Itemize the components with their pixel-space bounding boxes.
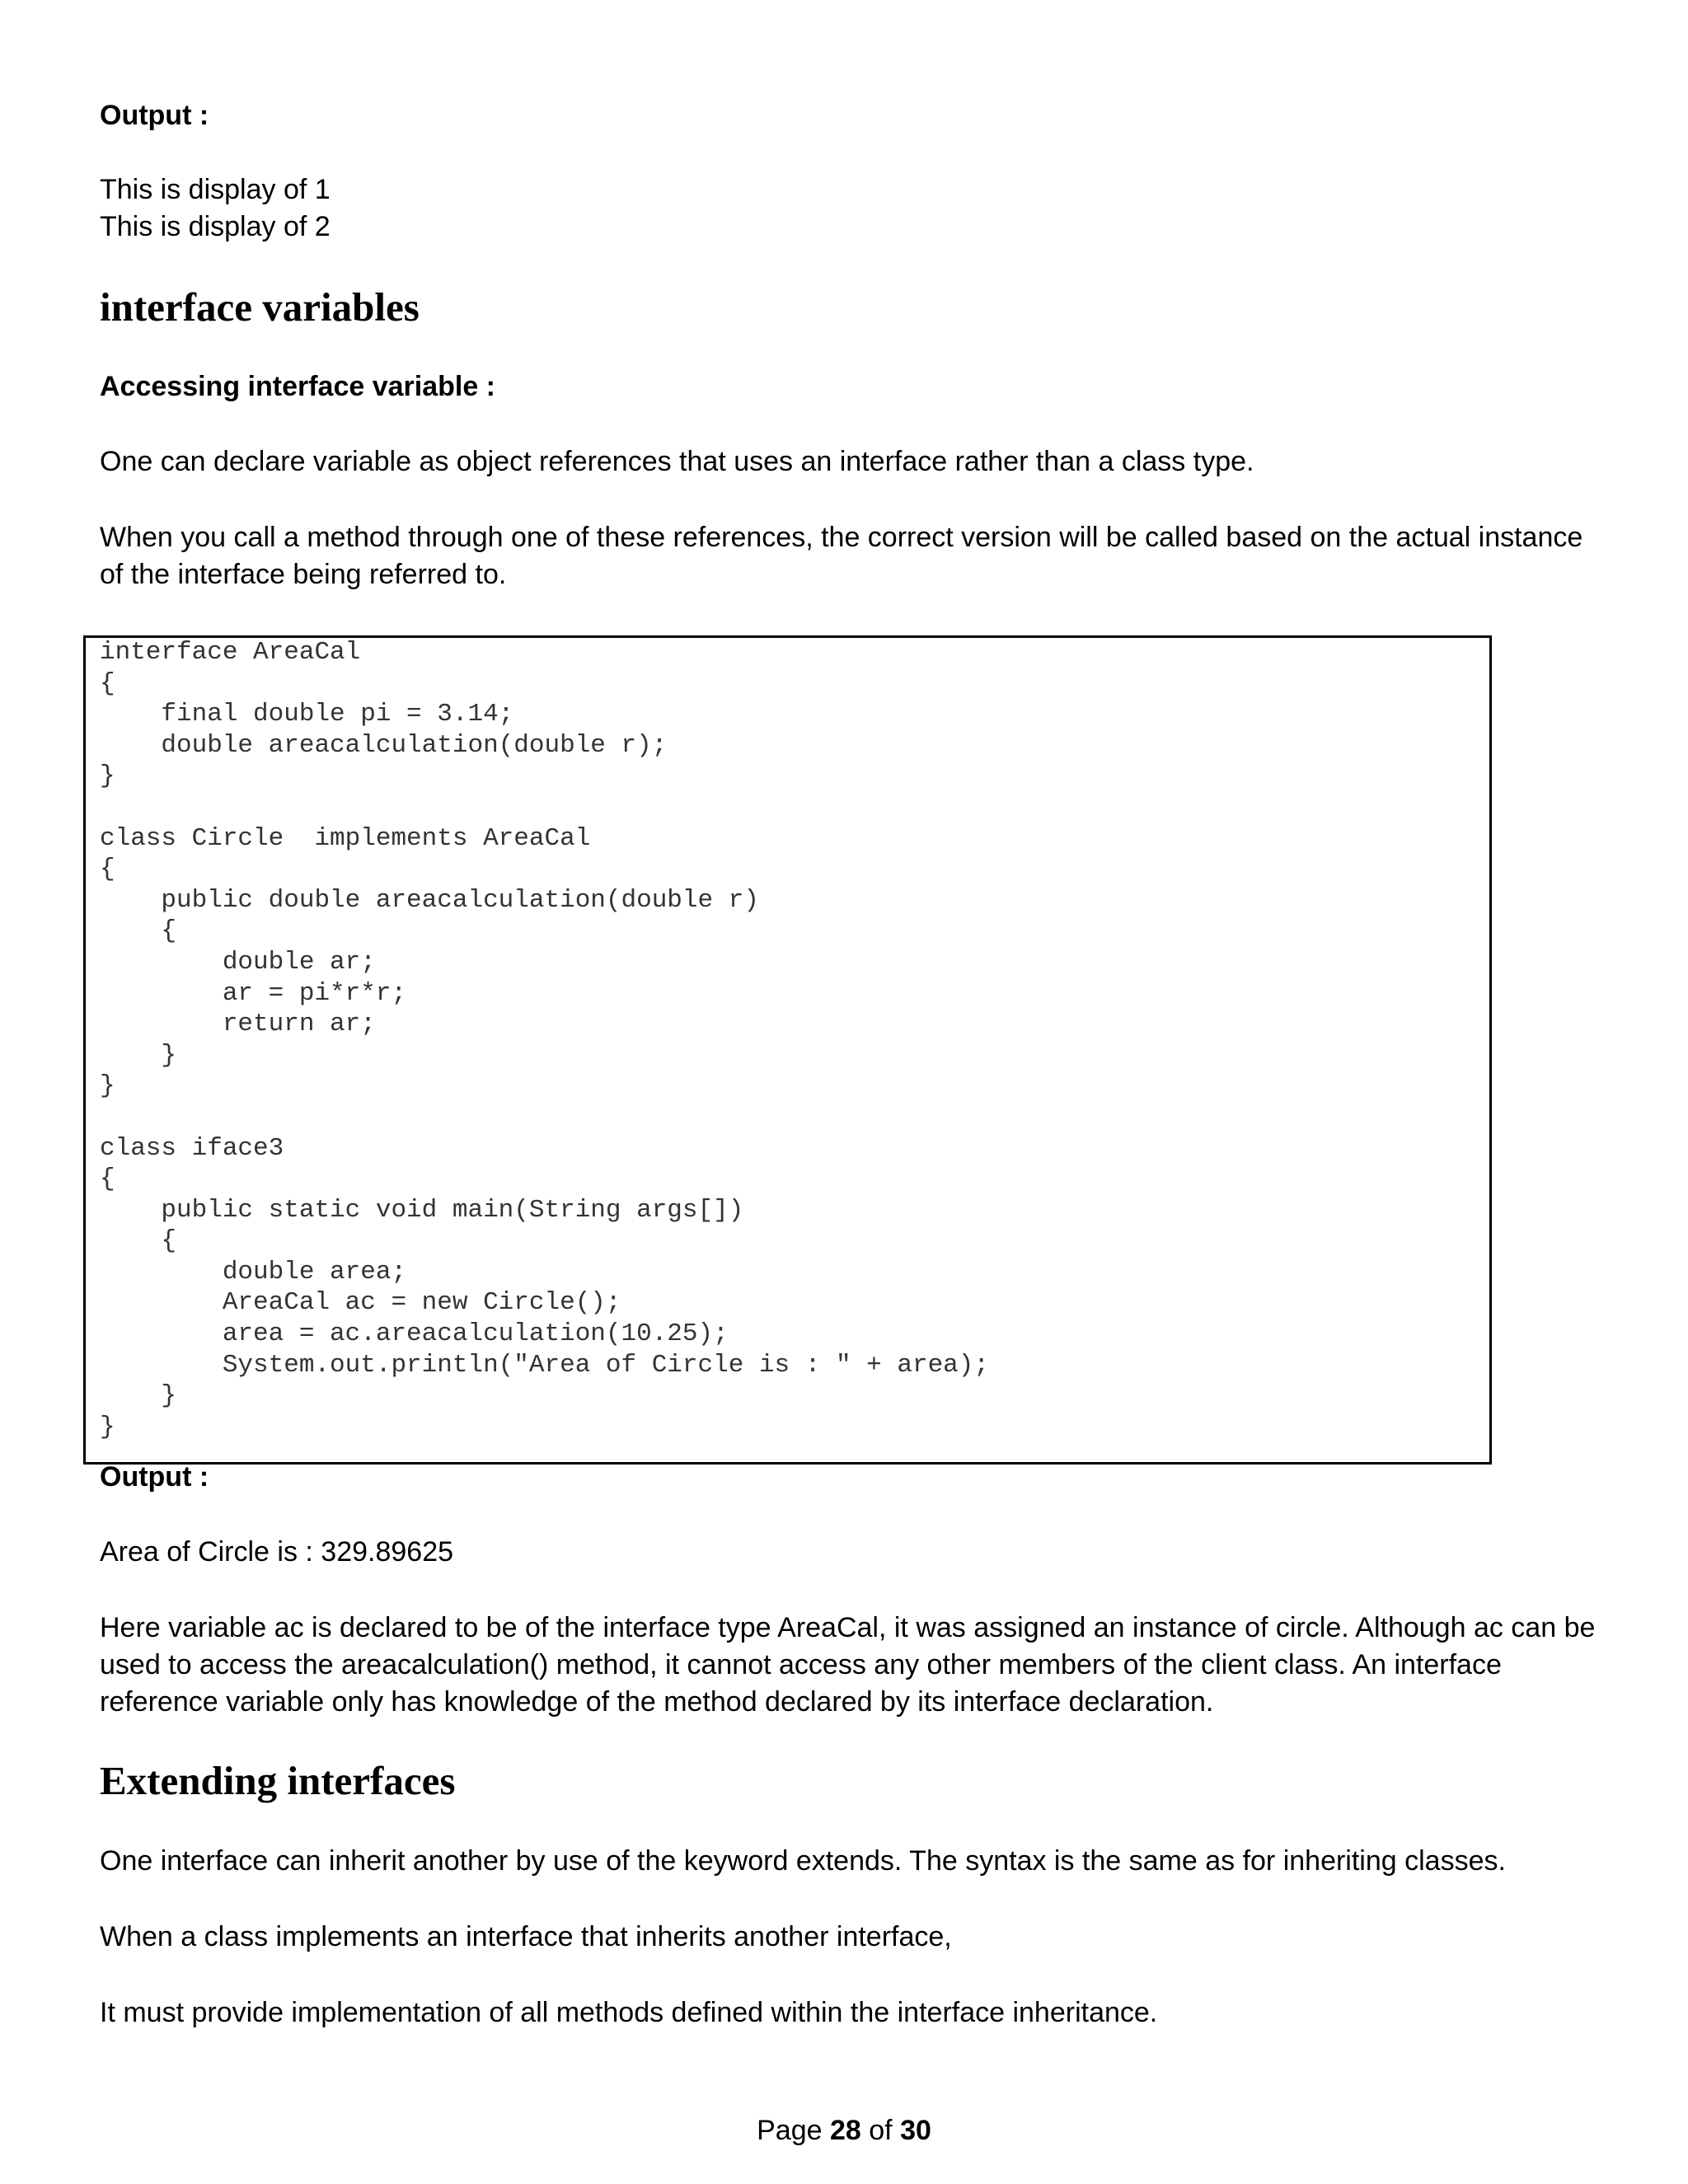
paragraph-declare-variable: One can declare variable as object references that uses an interface rather than a class type. [100,446,1254,477]
paragraph-explanation: Here variable ac is declared to be of the interface type AreaCal, it was assigned an instance of circle. Although ac can be used to access the areacalculation() method, it cannot access any other members of the client class. An interface reference variable only has knowledge of the method declared by its interface declaration. [100,1612,1596,1718]
section-title-interface-variables: interface variables [100,284,420,330]
subheading-accessing-interface-variable: Accessing interface variable : [100,371,496,402]
output-heading-2: Output : [100,1461,209,1493]
footer-page-word: Page [757,2115,823,2146]
code-listing: interface AreaCal { final double pi = 3.14; double areacalculation(double r); } class Circle implements AreaCal { public double areacalculation(double r) { double ar; ar = pi*r*r; return ar; } } class iface3 { public static void main(String args[]) { double area; AreaCal ac = new Circle(); area = ac.areacalculation(10.25); System.out.println("Area of Circle is : " + area); } } [100,638,989,1441]
paragraph-method-call: When you call a method through one of these references, the correct version will be called based on the actual instance of the interface being referred to. [100,522,1583,590]
footer-of-word: of [869,2115,893,2146]
output-line-1: This is display of 1 [100,174,331,205]
page-footer [0,2112,1688,2149]
output-line-2: This is display of 2 [100,211,331,242]
output-heading: Output : [100,100,209,131]
paragraph-must-provide: It must provide implementation of all methods defined within the interface inheritance. [100,1997,1158,2028]
paragraph-class-implements: When a class implements an interface that inherits another interface, [100,1921,952,1952]
output-result: Area of Circle is : 329.89625 [100,1536,454,1568]
section-title-extending-interfaces: Extending interfaces [100,1758,456,1803]
footer-current-page: 28 [829,2115,861,2146]
footer-total-pages: 30 [900,2115,931,2146]
paragraph-inherit-interface: One interface can inherit another by use of the keyword extends. The syntax is the same as for inheriting classes. [100,1845,1506,1877]
